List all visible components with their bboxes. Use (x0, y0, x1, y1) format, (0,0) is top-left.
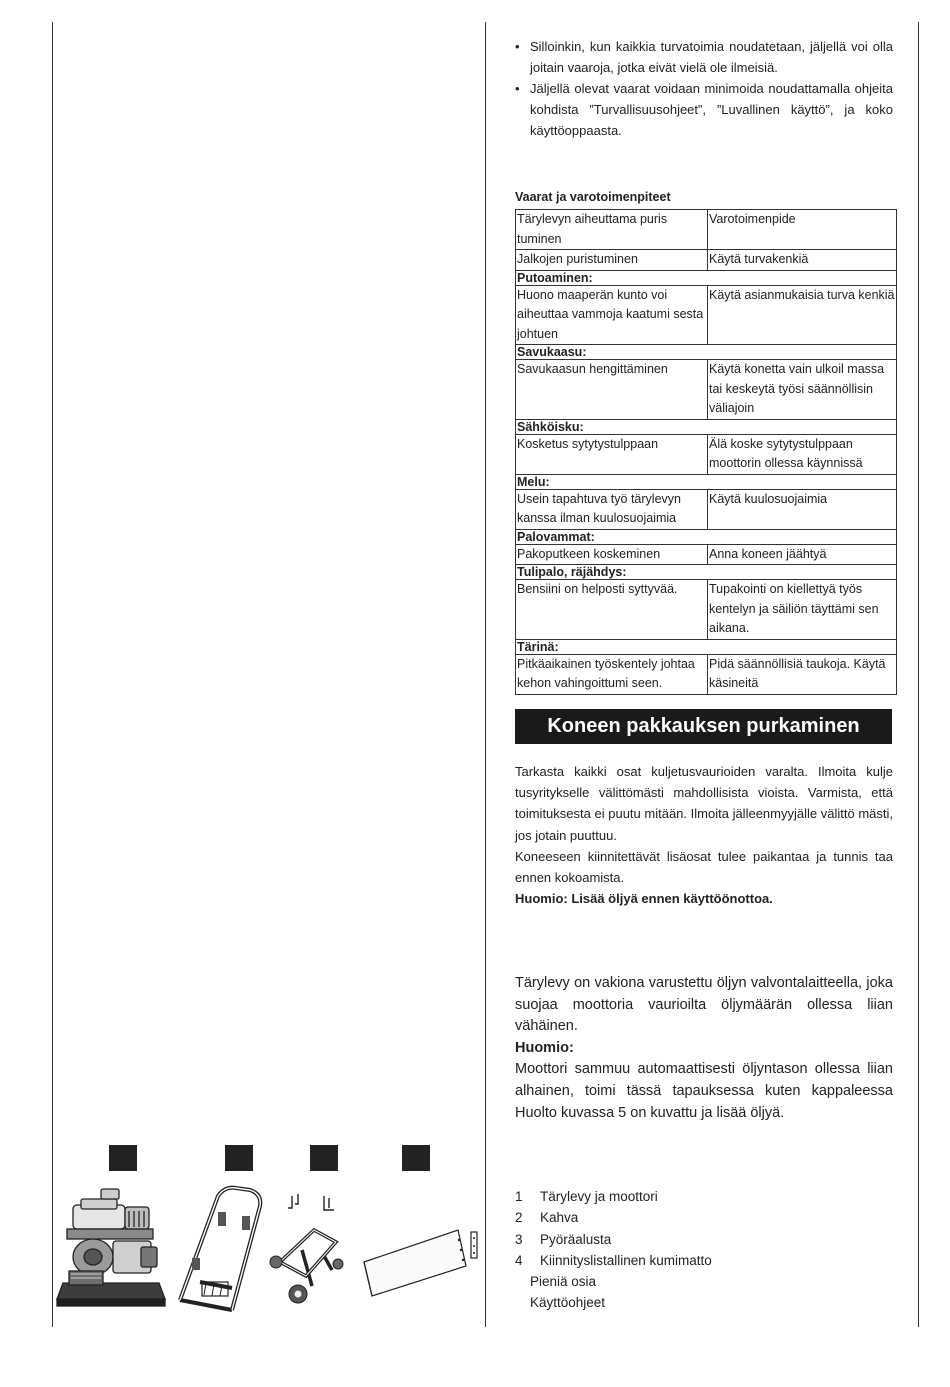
unpacking-text (515, 761, 893, 909)
oil-paragraph: Tärylevy on vakiona varustettu öljyn valvontalaitteella, joka suojaa moottoria vaurioilta öljymäärän ollessa liian vähäinen. (515, 975, 893, 1035)
measure-cell: Käytä asianmukaisia turva kenkiä (708, 285, 897, 345)
table-row (516, 360, 897, 420)
unpacking-paragraph: Koneeseen kiinnitettävät lisäosat tulee paikantaa ja tunnis taa ennen kokoamista. (515, 848, 893, 886)
measure-cell: Käytä kuulosuojaimia (708, 489, 897, 529)
list-item: 3 Pyöräalusta (515, 1231, 612, 1247)
hazard-cell: Huono maaperän kunto voi aiheuttaa vammoja kaatumi sesta johtuen (516, 285, 708, 345)
figure-label-square (225, 1145, 253, 1171)
hazard-category-row (516, 419, 897, 434)
hazard-cell: Tärylevyn aiheuttama puris tuminen (516, 210, 708, 250)
hazard-category-row (516, 474, 897, 489)
table-row (516, 210, 897, 250)
oil-note-label: Huomio: (515, 1039, 574, 1056)
figure-label-square (402, 1145, 430, 1171)
measure-cell: Tupakointi on kiellettyä työs kentelyn ja säiliön täyttämi sen aikana. (708, 580, 897, 640)
unpacking-paragraph: Tarkasta kaikki osat kuljetusvaurioiden varalta. Ilmoita kulje tusyritykselle välittömästi mahdollisista vioista. Varmista, että toimituksesta ei puutu mitään. Ilmoita jälleenmyyjälle välittö mästi, jos jotain puuttuu. (515, 764, 893, 843)
extra-item: Käyttöohjeet (530, 1295, 606, 1311)
measure-cell: Käytä turvakenkiä (708, 250, 897, 271)
list-item: 2 Kahva (515, 1210, 579, 1226)
hazard-category-row (516, 345, 897, 360)
hazard-cell: Jalkojen puristuminen (516, 250, 708, 271)
hazard-category: Sähköisku: (516, 419, 897, 434)
hazard-category: Palovammat: (516, 529, 897, 544)
measure-cell: Käytä konetta vain ulkoil massa tai keskeytä työsi säännöllisin väliajoin (708, 360, 897, 420)
hazard-category-row (516, 565, 897, 580)
handle-illustration (170, 1182, 275, 1317)
figure-label-square (310, 1145, 338, 1171)
wheel-carriage-illustration (262, 1190, 352, 1310)
section-heading-unpacking: Koneen pakkauksen purkaminen (515, 709, 892, 744)
table-row (516, 250, 897, 271)
extra-item: Pieniä osia (530, 1274, 597, 1290)
measure-cell: Anna koneen jäähtyä (708, 544, 897, 565)
hazard-category: Tärinä: (516, 639, 897, 654)
right-margin-line (918, 22, 919, 1327)
hazard-category: Melu: (516, 474, 897, 489)
oil-note-text: Moottori sammuu automaattisesti öljyntason ollessa liian alhainen, toimi tässä tapauksessa kuten kappaleessa Huolto kuvassa 5 on kuvattu ja lisää öljyä. (515, 1061, 893, 1121)
hazard-table (515, 209, 897, 695)
bullet-item: • Silloinkin, kun kaikkia turvatoimia noudatetaan, jäljellä voi olla joitain vaaroja, jotka eivät vielä ole ilmeisiä. (515, 36, 893, 78)
list-item: 4 Kiinnityslistallinen kumimatto (515, 1252, 712, 1268)
plate-compactor-illustration (55, 1185, 170, 1320)
column-divider-line (485, 22, 486, 1327)
hazard-cell: Pitkäaikainen työskentely johtaa kehon vahingoittumi seen. (516, 654, 708, 694)
hazard-category-row (516, 270, 897, 285)
hazard-cell: Kosketus sytytystulppaan (516, 434, 708, 474)
table-row (516, 580, 897, 640)
residual-risk-notes (515, 36, 893, 141)
hazard-table-title: Vaarat ja varotoimenpiteet (515, 190, 671, 204)
table-row (516, 434, 897, 474)
hazard-cell: Pakoputkeen koskeminen (516, 544, 708, 565)
hazard-category: Tulipalo, räjähdys: (516, 565, 897, 580)
oil-monitor-text (515, 973, 893, 1124)
rubber-mat-illustration (358, 1222, 483, 1302)
left-margin-line (52, 22, 53, 1327)
figure-label-square (109, 1145, 137, 1171)
hazard-category: Putoaminen: (516, 270, 897, 285)
parts-list (515, 1186, 712, 1314)
table-row (516, 489, 897, 529)
list-item: 1 Tärylevy ja moottori (515, 1189, 658, 1204)
hazard-cell: Savukaasun hengittäminen (516, 360, 708, 420)
bullet-item: • Jäljellä olevat vaarat voidaan minimoida noudattamalla ohjeita kohdista ”Turvallisuusohjeet”, ”Luvallinen käyttö”, ja koko käyttöoppaasta. (515, 78, 893, 141)
hazard-category: Savukaasu: (516, 345, 897, 360)
table-row (516, 544, 897, 565)
hazard-category-row (516, 639, 897, 654)
unpacking-note: Huomio: Lisää öljyä ennen käyttöönottoa. (515, 891, 773, 907)
measure-cell: Pidä säännöllisiä taukoja. Käytä käsineitä (708, 654, 897, 694)
hazard-category-row (516, 529, 897, 544)
measure-cell: Älä koske sytytystulppaan moottorin ollessa käynnissä (708, 434, 897, 474)
table-row (516, 654, 897, 694)
hazard-cell: Bensiini on helposti syttyvää. (516, 580, 708, 640)
table-row (516, 285, 897, 345)
hazard-cell: Usein tapahtuva työ tärylevyn kanssa ilman kuulosuojaimia (516, 489, 708, 529)
measure-cell: Varotoimenpide (708, 210, 897, 250)
